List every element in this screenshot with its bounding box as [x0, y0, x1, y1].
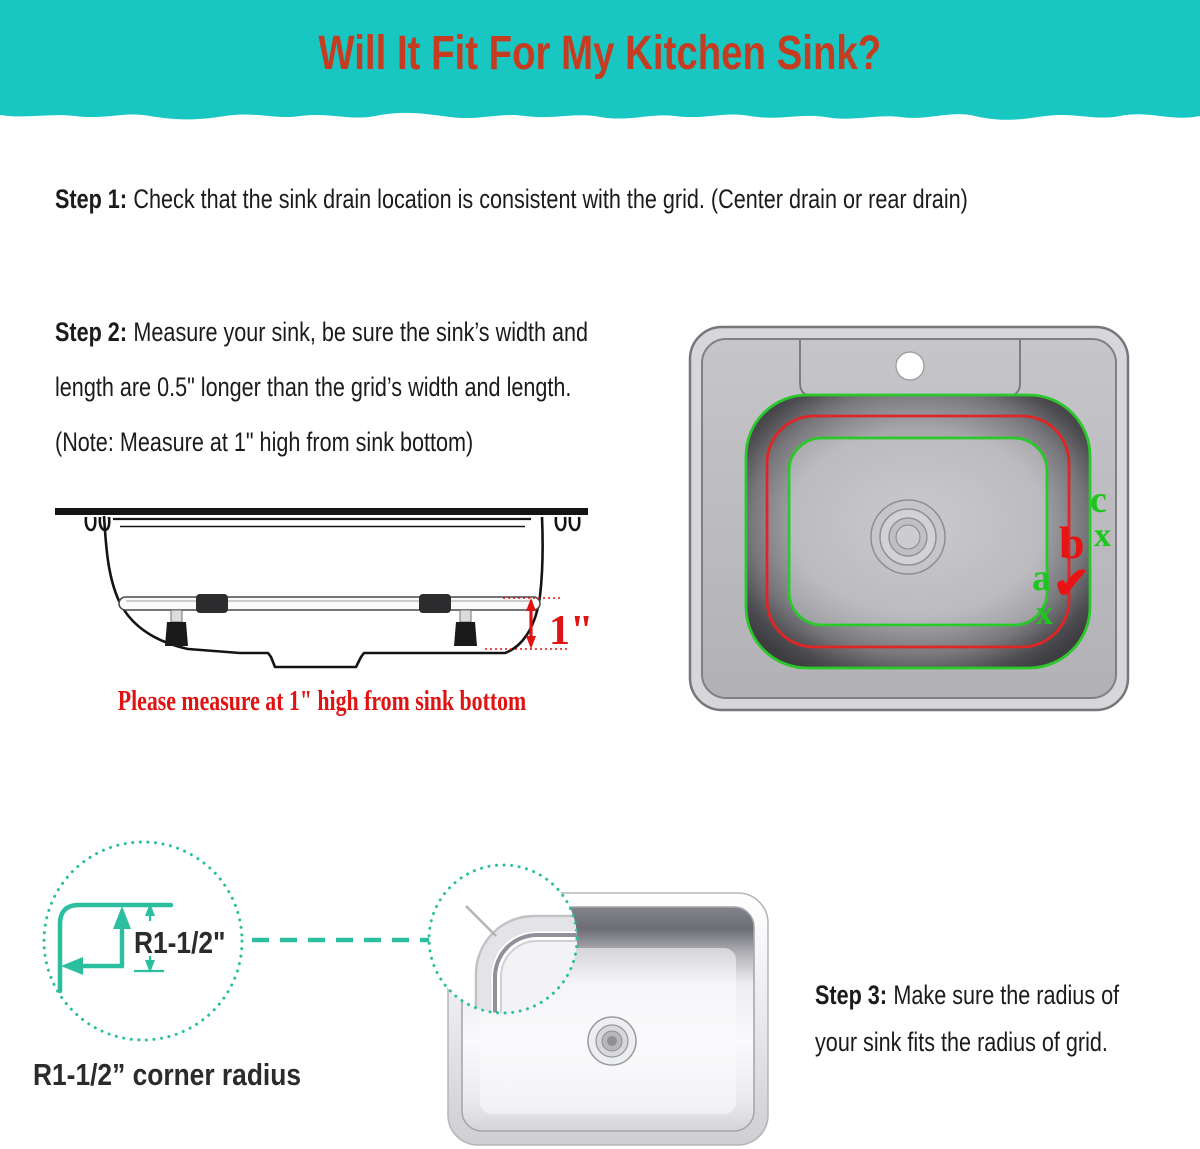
step2-line3: (Note: Measure at 1" high from sink bottom) — [55, 427, 474, 457]
header-banner — [0, 0, 1200, 106]
arrow-up-icon — [113, 906, 131, 929]
chrome-sink-photo — [425, 858, 785, 1149]
bottom-grid-rod — [119, 594, 540, 646]
step2-line2: length are 0.5" longer than the grid’s width and length. — [55, 372, 572, 402]
grid-foot-left — [165, 622, 188, 646]
header-wave-edge — [0, 106, 1200, 132]
rod-sleeve-left — [196, 594, 228, 613]
right-clip-hooks — [556, 517, 579, 530]
drain — [871, 500, 945, 574]
one-inch-label: 1" — [549, 608, 594, 654]
step3-line2: your sink fits the radius of grid. — [815, 1027, 1108, 1057]
faucet-hole — [896, 352, 924, 380]
step2-label: Step 2: — [55, 317, 128, 347]
step1-label: Step 1: — [55, 184, 128, 214]
grid-foot-right — [454, 622, 477, 646]
step3-label: Step 3: — [815, 980, 888, 1010]
sink-side-view-diagram — [40, 488, 620, 720]
page-title: Will It Fit For My Kitchen Sink? — [318, 26, 882, 80]
label-b: b — [1059, 517, 1085, 568]
x-mark-a-icon: x — [1036, 595, 1053, 632]
step3-line1: Make sure the radius of — [893, 980, 1120, 1010]
label-a: a — [1032, 557, 1051, 599]
x-mark-c-icon: x — [1094, 517, 1111, 554]
step2-line1: Measure your sink, be sure the sink’s width and — [133, 317, 589, 347]
radius-dimension-label: R1-1/2" — [134, 926, 226, 961]
label-c: c — [1090, 479, 1107, 521]
step2-text — [55, 305, 721, 470]
step1-body: Check that the sink drain location is consistent with the grid. (Center drain or rear drain) — [133, 184, 968, 214]
arrow-left-icon — [61, 957, 83, 975]
drain — [588, 1017, 636, 1065]
arrow-down-icon — [526, 636, 536, 649]
corner-radius-caption: R1-1/2” corner radius — [33, 1057, 302, 1092]
step1-text — [55, 184, 1196, 215]
sink-profile-drawing — [55, 508, 588, 667]
rod-sleeve-right — [419, 594, 451, 613]
step3-text — [815, 972, 1195, 1066]
sink-top-view-diagram — [682, 322, 1134, 716]
check-mark-b-icon: ✔ — [1053, 559, 1090, 608]
side-view-caption: Please measure at 1" high from sink bottom — [117, 686, 527, 717]
